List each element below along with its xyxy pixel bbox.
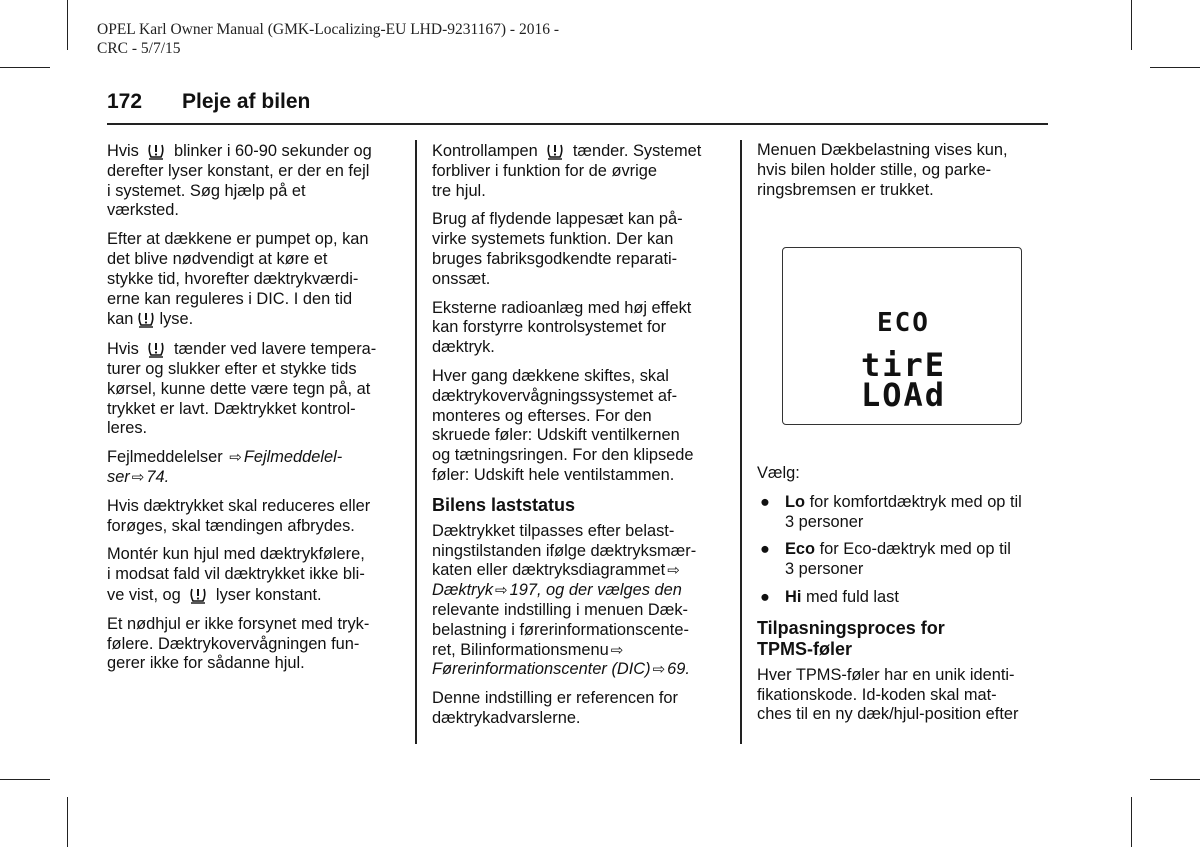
text: Hvis — [107, 142, 139, 160]
display-illustration — [782, 247, 1022, 425]
tire-pressure-warning-icon — [188, 585, 208, 605]
text: lyse. — [159, 310, 194, 329]
column-1 — [107, 141, 407, 683]
text: onssæt. — [432, 269, 491, 288]
text: forbliver i funktion for de øvrige — [432, 161, 658, 180]
page-reference[interactable]: 69. — [667, 660, 690, 679]
text: kørsel, kunne dette være tegn på, at — [107, 379, 371, 398]
document-header — [97, 20, 559, 58]
text: Eksterne radioanlæg med høj effekt — [432, 298, 692, 317]
column-2 — [432, 141, 732, 738]
text: ringsbremsen er trukket. — [757, 180, 934, 199]
tire-pressure-warning-icon — [146, 339, 166, 359]
column-3 — [757, 141, 1052, 209]
column-3-lower — [757, 464, 1052, 734]
section-heading: Bilens laststatus — [432, 494, 576, 515]
text: dæktrykadvarslerne. — [432, 708, 581, 727]
text: trykket er lavt. Dæktrykket kontrol- — [107, 399, 356, 418]
text: leres. — [107, 419, 148, 438]
text: forøges, skal tændingen afbrydes. — [107, 516, 355, 535]
text: Dæktrykket tilpasses efter belast- — [432, 521, 675, 540]
list-item — [757, 493, 1052, 533]
page-number: 172 — [107, 90, 143, 113]
cross-reference-link[interactable]: Førerinformationscenter (DIC) — [432, 660, 651, 679]
text: katen eller dæktryksdiagrammet — [432, 561, 666, 580]
text: Fejlmeddelelser — [107, 448, 223, 467]
text: monteres og efterses. For den — [432, 406, 652, 425]
paragraph — [107, 545, 407, 605]
chapter-title: Pleje af bilen — [182, 90, 311, 113]
text: ningstilstanden ifølge dæktryksmær- — [432, 541, 697, 560]
crop-mark — [1150, 779, 1200, 780]
text: skruede føler: Udskift ventilkernen — [432, 426, 680, 445]
column-divider — [740, 140, 742, 744]
text: Kontrollampen — [432, 142, 538, 160]
text: gerer ikke for sådanne hjul. — [107, 654, 305, 673]
text: ret, Bilinformationsmenu — [432, 640, 609, 659]
bullet-icon: ● — [760, 540, 770, 559]
paragraph — [107, 448, 407, 488]
crop-mark — [67, 0, 68, 50]
text: stykke tid, hvorefter dæktrykværdi- — [107, 269, 359, 288]
text: ches til en ny dæk/hjul-position efter — [757, 705, 1019, 724]
text: blinker i 60-90 sekunder og — [174, 142, 372, 160]
list-item — [757, 540, 1052, 580]
text: belastning i førerinformationscente- — [432, 620, 689, 639]
text: dæktrykovervågningssystemet af- — [432, 386, 678, 405]
page-reference[interactable]: 197, og der vælges den — [509, 581, 682, 600]
paragraph — [107, 339, 407, 439]
text: kan — [107, 310, 134, 329]
text: lyser konstant. — [215, 585, 322, 604]
text: 3 personer — [785, 560, 864, 579]
text: tænder ved lavere tempera- — [174, 340, 377, 359]
section-heading — [757, 618, 1052, 660]
page-reference-icon: ⇨ — [131, 468, 145, 486]
header-line-1: OPEL Karl Owner Manual (GMK-Localizing-EU LHD-9231167) - 2016 - — [97, 21, 560, 38]
header-line-2: CRC - 5/7/15 — [97, 40, 181, 57]
paragraph — [432, 367, 732, 486]
cross-reference-arrow-icon: ⇨ — [229, 449, 242, 467]
text: og tætningsringen. For den klipsede — [432, 446, 694, 465]
cross-reference-link[interactable]: ser — [107, 467, 130, 486]
tire-pressure-warning-icon — [545, 141, 565, 161]
text: det blive nødvendigt at køre et — [107, 249, 328, 268]
paragraph — [432, 141, 732, 201]
text: bruges fabriksgodkendte reparati- — [432, 249, 678, 268]
cross-reference-link[interactable]: Fejlmeddelel- — [243, 448, 343, 467]
crop-mark — [67, 797, 68, 847]
crop-mark — [1150, 67, 1200, 68]
paragraph — [432, 210, 732, 289]
text: Hver gang dækkene skiftes, skal — [432, 366, 669, 385]
title-rule — [107, 123, 1048, 125]
text: for komfortdæktryk med op til — [805, 492, 1022, 511]
text: tre hjul. — [432, 181, 486, 200]
page-reference-icon: ⇨ — [495, 582, 508, 600]
heading-line: Tilpasningsproces for — [757, 617, 945, 638]
text: erne kan reguleres i DIC. I den tid — [107, 289, 353, 308]
bullet-icon: ● — [760, 587, 770, 606]
text: Denne indstilling er referencen for — [432, 689, 678, 708]
text: ve vist, og — [107, 585, 181, 604]
text: fikationskode. Id-koden skal mat- — [757, 685, 997, 704]
column-divider — [415, 140, 417, 744]
text: Hver TPMS-føler har en unik identi- — [757, 665, 1015, 684]
display-text-line-1: ECO — [877, 308, 930, 338]
page-title — [107, 90, 310, 114]
cross-reference-arrow-icon: ⇨ — [610, 641, 624, 659]
paragraph — [107, 497, 407, 537]
text: for Eco-dæktryk med op til — [815, 540, 1011, 559]
text: Efter at dækkene er pumpet op, kan — [107, 230, 369, 249]
paragraph: Vælg: — [757, 464, 800, 482]
text: følere. Dæktrykovervågningen fun- — [107, 634, 360, 653]
cross-reference-arrow-icon: ⇨ — [667, 562, 680, 580]
text: kan forstyrre kontrolsystemet for — [432, 318, 667, 337]
bullet-icon: ● — [760, 492, 770, 511]
text: værksted. — [107, 201, 179, 220]
text: virke systemets funktion. Der kan — [432, 230, 674, 249]
paragraph — [757, 666, 1052, 725]
text: derefter lyser konstant, er der en fejl — [107, 161, 370, 180]
tire-pressure-warning-icon — [146, 141, 166, 161]
paragraph — [107, 141, 407, 221]
text: med fuld last — [801, 587, 899, 606]
list-item — [757, 588, 1052, 608]
page-reference[interactable]: 74. — [146, 467, 170, 486]
text: turer og slukker efter et stykke tids — [107, 359, 357, 378]
paragraph — [432, 522, 732, 680]
display-text-line-3: LOAd — [861, 376, 947, 414]
tire-pressure-warning-icon — [136, 309, 156, 329]
text: Hvis — [107, 340, 139, 359]
text: dæktryk. — [432, 338, 495, 357]
paragraph — [107, 615, 407, 674]
text: Brug af flydende lappesæt kan på- — [432, 210, 683, 229]
crop-mark — [0, 779, 50, 780]
paragraph — [757, 141, 1052, 200]
text: hvis bilen holder stille, og parke- — [757, 160, 992, 179]
paragraph — [107, 230, 407, 330]
page-reference-icon: ⇨ — [652, 661, 666, 679]
paragraph — [432, 689, 732, 729]
option-name: Lo — [785, 492, 806, 511]
text: Hvis dæktrykket skal reduceres eller — [107, 496, 371, 515]
text: tænder. Systemet — [572, 142, 702, 160]
text: i systemet. Søg hjælp på et — [107, 181, 306, 200]
text: relevante indstilling i menuen Dæk- — [432, 600, 688, 619]
option-name: Hi — [785, 587, 802, 606]
crop-mark — [1131, 0, 1132, 50]
crop-mark — [1131, 797, 1132, 847]
text: 3 personer — [785, 512, 864, 531]
option-name: Eco — [785, 540, 816, 559]
display-text-line-2: tirE — [861, 346, 947, 384]
cross-reference-link[interactable]: Dæktryk — [432, 581, 494, 600]
text: Montér kun hjul med dæktrykfølere, — [107, 545, 365, 564]
crop-mark — [0, 67, 50, 68]
text: i modsat fald vil dæktrykket ikke bli- — [107, 565, 365, 584]
paragraph — [432, 299, 732, 358]
heading-line: TPMS-føler — [757, 638, 853, 659]
text: Et nødhjul er ikke forsynet med tryk- — [107, 614, 370, 633]
text: føler: Udskift hele ventilstammen. — [432, 465, 675, 484]
text: Menuen Dækbelastning vises kun, — [757, 141, 1008, 159]
